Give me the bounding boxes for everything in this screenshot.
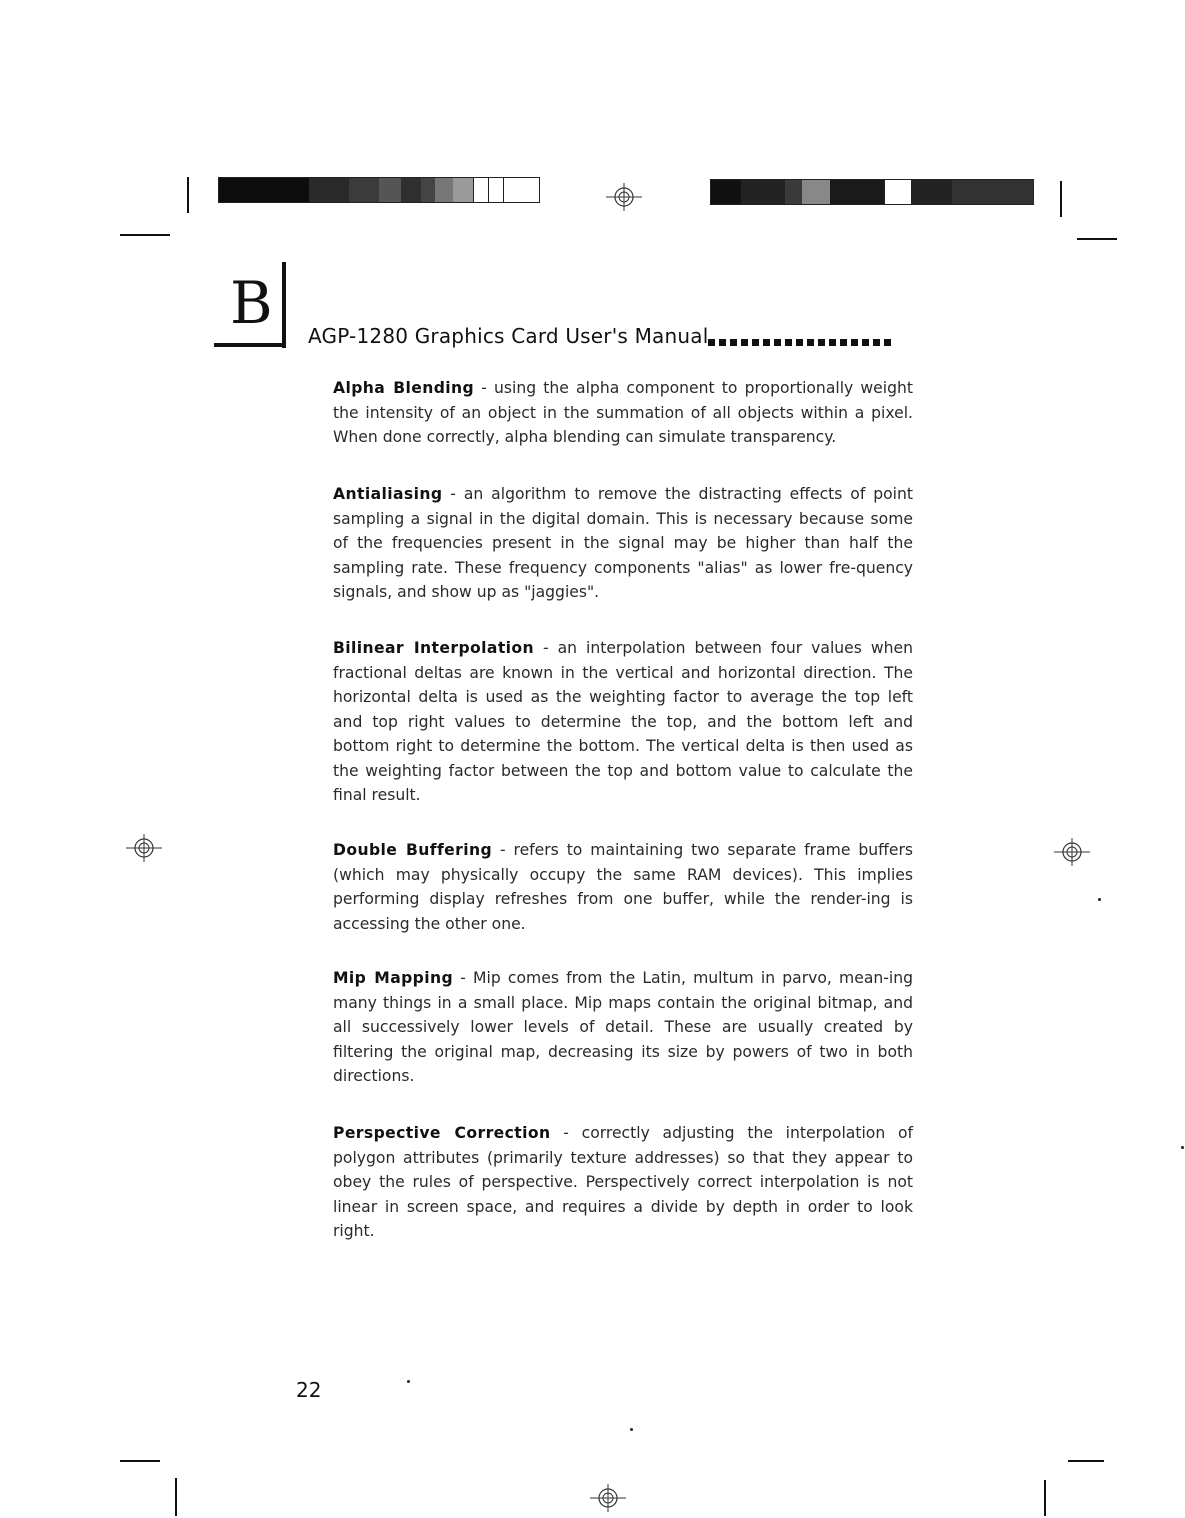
glossary-definition: - Mip comes from the Latin, multum in parvo, mean-ing many things in a small place. Mip maps contain the original bitmap, and all successively lower levels of detail. These are usually created by filtering the original map, decreasing its size by powers of two in both directions. xyxy=(333,969,913,1085)
glossary-definition: - an algorithm to remove the distracting effects of point sampling a signal in the digital domain. This is necessary because some of the frequencies present in the signal may be higher than half the sampling rate. These frequency components "alias" as lower fre-quency signals, and show up as "jaggies". xyxy=(333,485,913,601)
crop-mark-top-left xyxy=(187,177,189,213)
glossary-entry-mip-mapping xyxy=(333,966,913,1089)
scan-speck xyxy=(407,1380,410,1383)
crop-mark-top-right xyxy=(1060,181,1062,217)
glossary-term: Antialiasing xyxy=(333,485,443,503)
glossary-definition: - correctly adjusting the interpolation of polygon attributes (primarily texture addresses) so that they appear to obey the rules of perspective. Perspectively correct interpolation is not linear in screen space, and requires a divide by depth in order to look right. xyxy=(333,1124,913,1240)
glossary-entry-perspective-correction xyxy=(333,1121,913,1244)
registration-target-bottom-icon xyxy=(586,1482,630,1514)
glossary-entry-bilinear-interpolation xyxy=(333,636,913,808)
glossary-definition: - refers to maintaining two separate frame buffers (which may physically occupy the same RAM devices). This implies performing display refreshes from one buffer, while the render-ing is accessing the other one. xyxy=(333,841,913,933)
crop-mark-bottom-right xyxy=(1044,1480,1046,1516)
glossary-term: Perspective Correction xyxy=(333,1124,551,1142)
glossary-entry-alpha-blending xyxy=(333,376,913,450)
title-dot-leader xyxy=(708,339,891,346)
glossary-term: Bilinear Interpolation xyxy=(333,639,535,657)
crop-mark-bottom-right-horizontal xyxy=(1068,1460,1104,1462)
scan-speck xyxy=(1181,1146,1184,1149)
registration-target-right-icon xyxy=(1050,836,1094,868)
scan-speck xyxy=(630,1428,633,1431)
scan-speck xyxy=(1098,898,1101,901)
glossary-term: Alpha Blending xyxy=(333,379,475,397)
running-title: AGP-1280 Graphics Card User's Manual xyxy=(308,324,709,348)
page-number: 22 xyxy=(296,1378,322,1402)
glossary-definition: - an interpolation between four values when fractional deltas are known in the vertical and horizontal direction. The horizontal delta is used as the weighting factor to average the top left and top right values to determine the top, and the bottom left and bottom right to determine the bottom. The vertical delta is then used as the weighting factor between the top and bottom value to calculate the final result. xyxy=(333,639,913,804)
registration-target-left-icon xyxy=(122,832,166,864)
crop-mark-top-right-horizontal xyxy=(1077,238,1117,240)
glossary-definition: - using the alpha component to proportionally weight the intensity of an object in the summation of all objects within a pixel. When done correctly, alpha blending can simulate transparency. xyxy=(333,379,913,446)
crop-mark-bottom-left xyxy=(175,1478,177,1516)
chapter-rule-horizontal xyxy=(214,343,286,347)
density-bar-left xyxy=(218,177,540,203)
crop-mark-top-left-horizontal xyxy=(120,234,170,236)
chapter-letter: B xyxy=(230,269,273,337)
glossary-term: Mip Mapping xyxy=(333,969,454,987)
glossary-entry-double-buffering xyxy=(333,838,913,936)
density-bar-right xyxy=(710,179,1034,205)
chapter-rule-vertical xyxy=(282,262,286,348)
glossary-entry-antialiasing xyxy=(333,482,913,605)
glossary-term: Double Buffering xyxy=(333,841,493,859)
registration-target-top-icon xyxy=(602,181,646,213)
crop-mark-bottom-left-horizontal xyxy=(120,1460,160,1462)
